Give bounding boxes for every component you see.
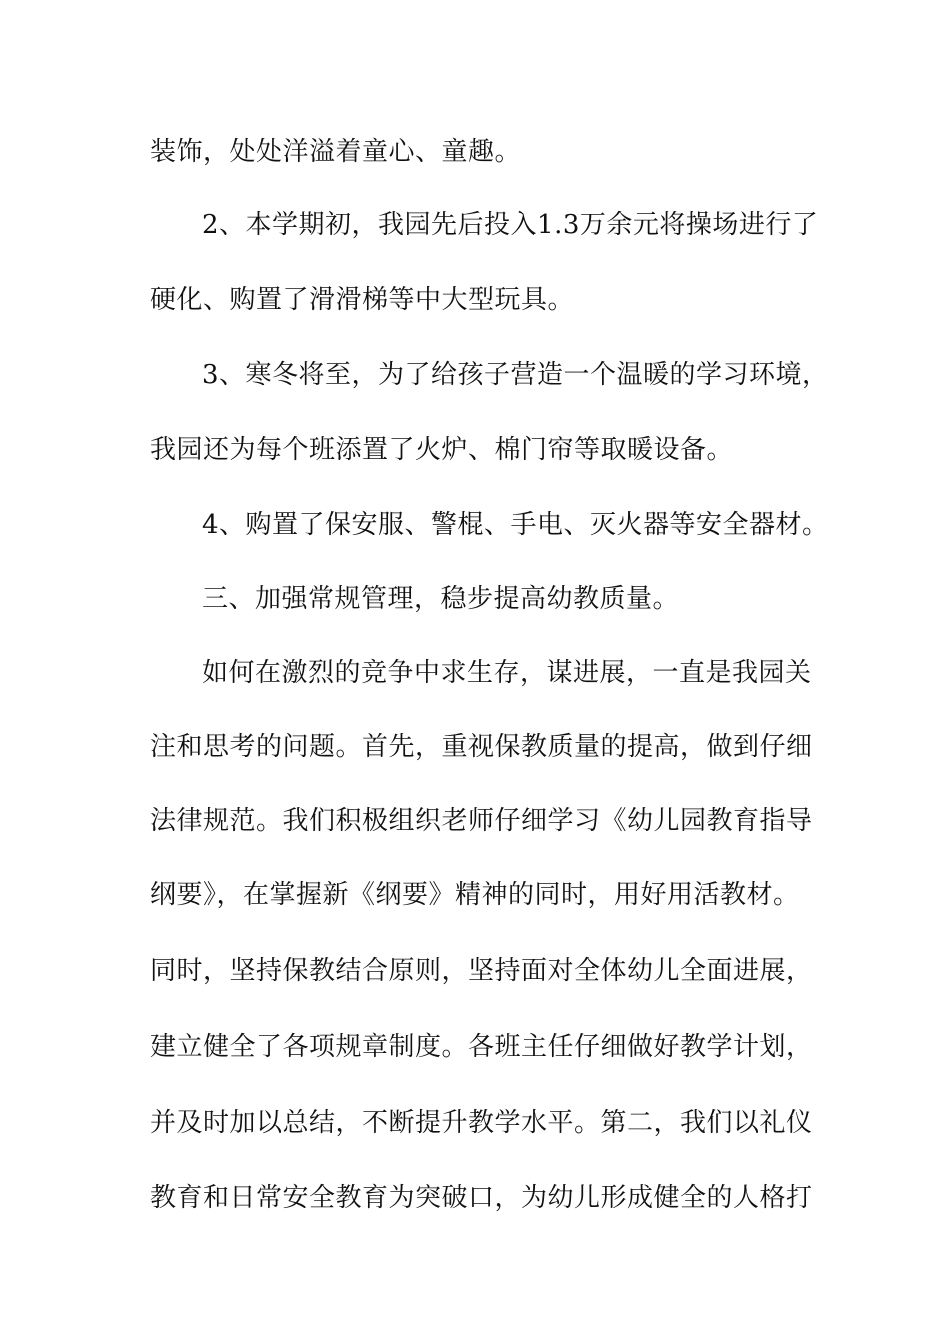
section-heading: 三、加强常规管理，稳步提高幼教质量。 <box>202 584 680 614</box>
text-line: 2、本学期初，我园先后投入1.3万余元将操场进行了 <box>202 210 819 240</box>
text-line: 教育和日常安全教育为突破口，为幼儿形成健全的人格打 <box>150 1183 813 1213</box>
text-line: 并及时加以总结，不断提升教学水平。第二，我们以礼仪 <box>150 1108 813 1138</box>
text-line: 4、购置了保安服、警棍、手电、灭火器等安全器材。 <box>202 510 829 540</box>
text-line: 同时，坚持保教结合原则，坚持面对全体幼儿全面进展， <box>150 956 813 986</box>
text-line: 建立健全了各项规章制度。各班主任仔细做好教学计划， <box>150 1032 813 1062</box>
text-line: 我园还为每个班添置了火炉、棉门帘等取暖设备。 <box>150 435 734 465</box>
text-line: 法律规范。我们积极组织老师仔细学习《幼儿园教育指导 <box>150 806 813 836</box>
text-line: 纲要》，在掌握新《纲要》精神的同时，用好用活教材。 <box>150 880 800 910</box>
text-line: 3、寒冬将至，为了给孩子营造一个温暖的学习环境， <box>202 360 829 390</box>
text-line: 装饰，处处洋溢着童心、童趣。 <box>150 137 522 167</box>
text-line: 注和思考的问题。首先，重视保教质量的提高，做到仔细 <box>150 732 813 762</box>
text-line: 如何在激烈的竞争中求生存，谋进展，一直是我园关 <box>202 658 812 688</box>
text-line: 硬化、购置了滑滑梯等中大型玩具。 <box>150 285 575 315</box>
